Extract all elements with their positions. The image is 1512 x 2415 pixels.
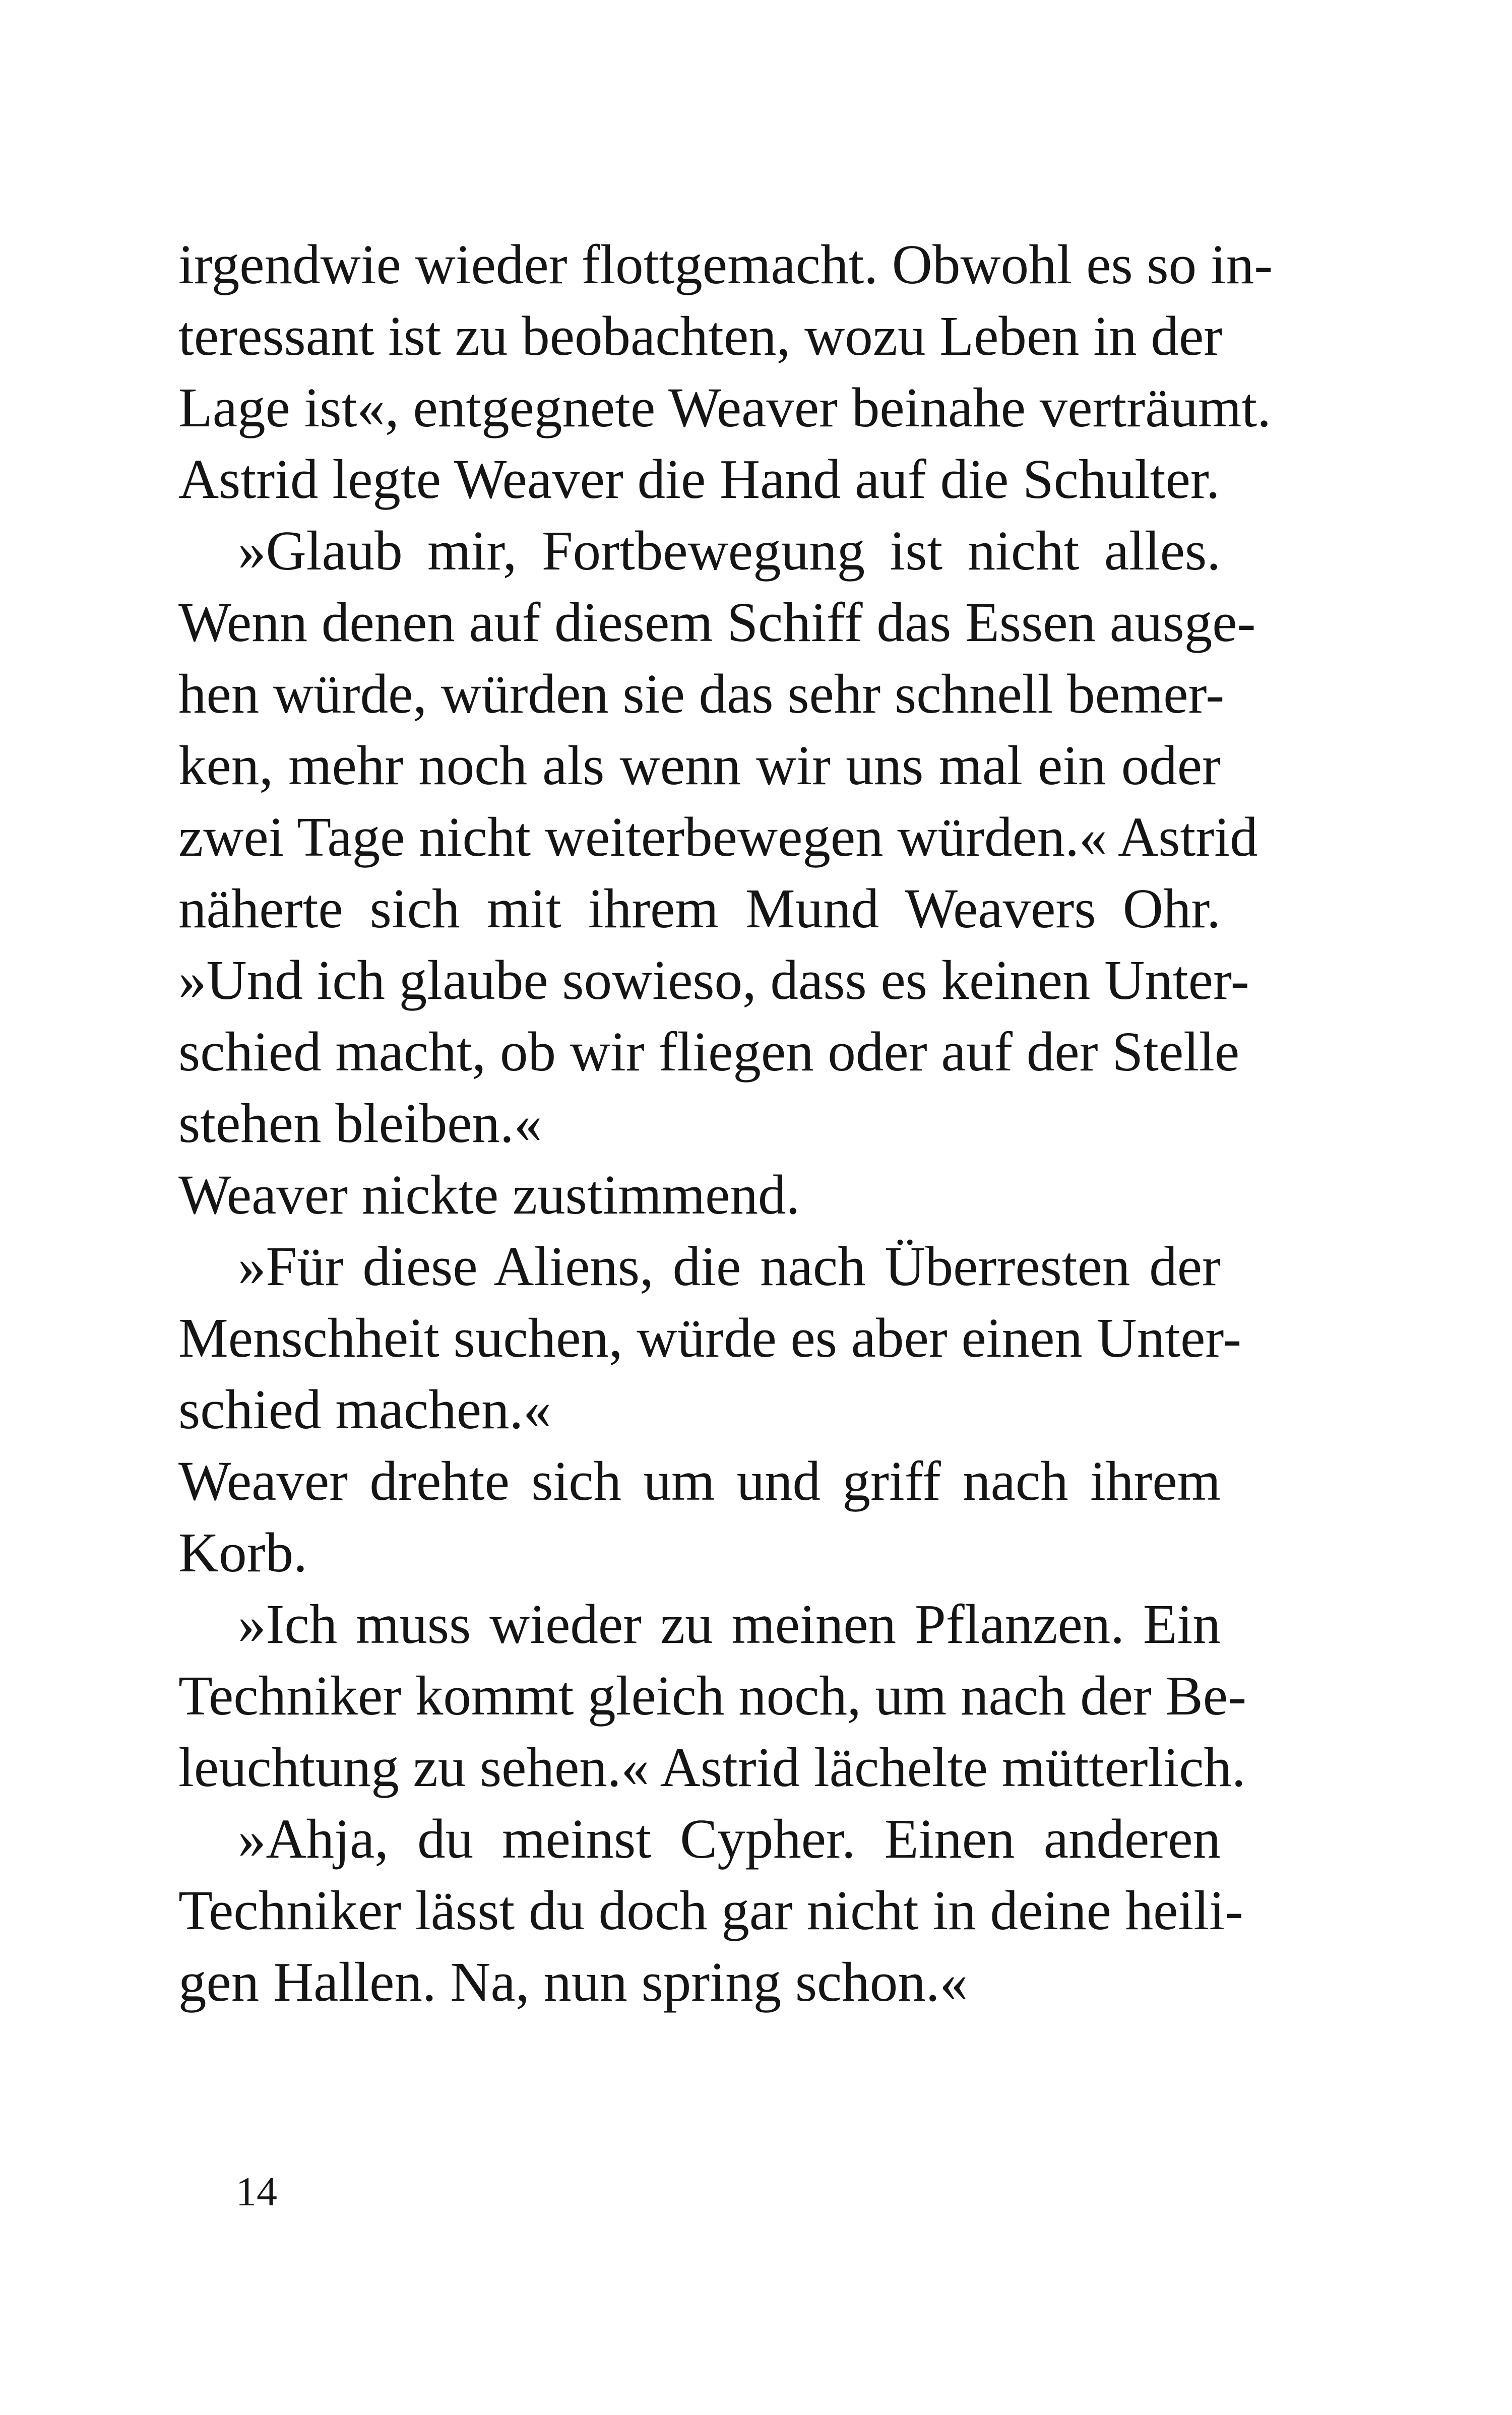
text-line: ken, mehr noch als wenn wir uns mal ein oder — [178, 735, 1221, 797]
text-line: Korb. — [178, 1522, 307, 1584]
text-line: schied machen.« — [178, 1379, 551, 1441]
text-line: schied macht, ob wir fliegen oder auf der Stelle — [178, 1021, 1240, 1083]
text-line: Astrid legte Weaver die Hand auf die Schulter. — [178, 449, 1220, 511]
text-line: »Ich muss wieder zu meinen Pflanzen. Ein — [238, 1594, 1221, 1656]
text-line: stehen bleiben.« — [178, 1093, 542, 1155]
text-line: »Ahja, du meinst Cypher. Einen anderen — [238, 1808, 1221, 1870]
text-line: »Glaub mir, Fortbewegung ist nicht alles. — [238, 520, 1221, 582]
body-text — [178, 229, 1273, 2018]
text-line: teressant ist zu beobachten, wozu Leben in der — [178, 305, 1223, 367]
text-line: leuchtung zu sehen.« Astrid lächelte mütterlich. — [178, 1737, 1246, 1799]
text-line: Lage ist«, entgegnete Weaver beinahe verträumt. — [178, 377, 1271, 439]
text-line: Weaver drehte sich um und griff nach ihrem — [178, 1450, 1221, 1512]
text-line: zwei Tage nicht weiterbewegen würden.« Astrid — [178, 806, 1258, 868]
text-line: Techniker lässt du doch gar nicht in deine heili- — [178, 1880, 1243, 1942]
page-number: 14 — [236, 2169, 277, 2214]
text-line: hen würde, würden sie das sehr schnell bemer- — [178, 663, 1225, 725]
text-line: gen Hallen. Na, nun spring schon.« — [178, 1951, 968, 2013]
text-line: irgendwie wieder flottgemacht. Obwohl es so in- — [178, 234, 1273, 296]
text-line: Wenn denen auf diesem Schiff das Essen ausge- — [178, 592, 1256, 654]
text-line: Techniker kommt gleich noch, um nach der Be- — [178, 1665, 1247, 1727]
text-line: »Und ich glaube sowieso, dass es keinen Unter- — [178, 949, 1249, 1011]
text-line: Weaver nickte zustimmend. — [178, 1164, 800, 1226]
text-line: näherte sich mit ihrem Mund Weavers Ohr. — [178, 878, 1221, 940]
text-line: Menschheit suchen, würde es aber einen Unter- — [178, 1307, 1242, 1369]
text-line: »Für diese Aliens, die nach Überresten der — [238, 1236, 1221, 1298]
